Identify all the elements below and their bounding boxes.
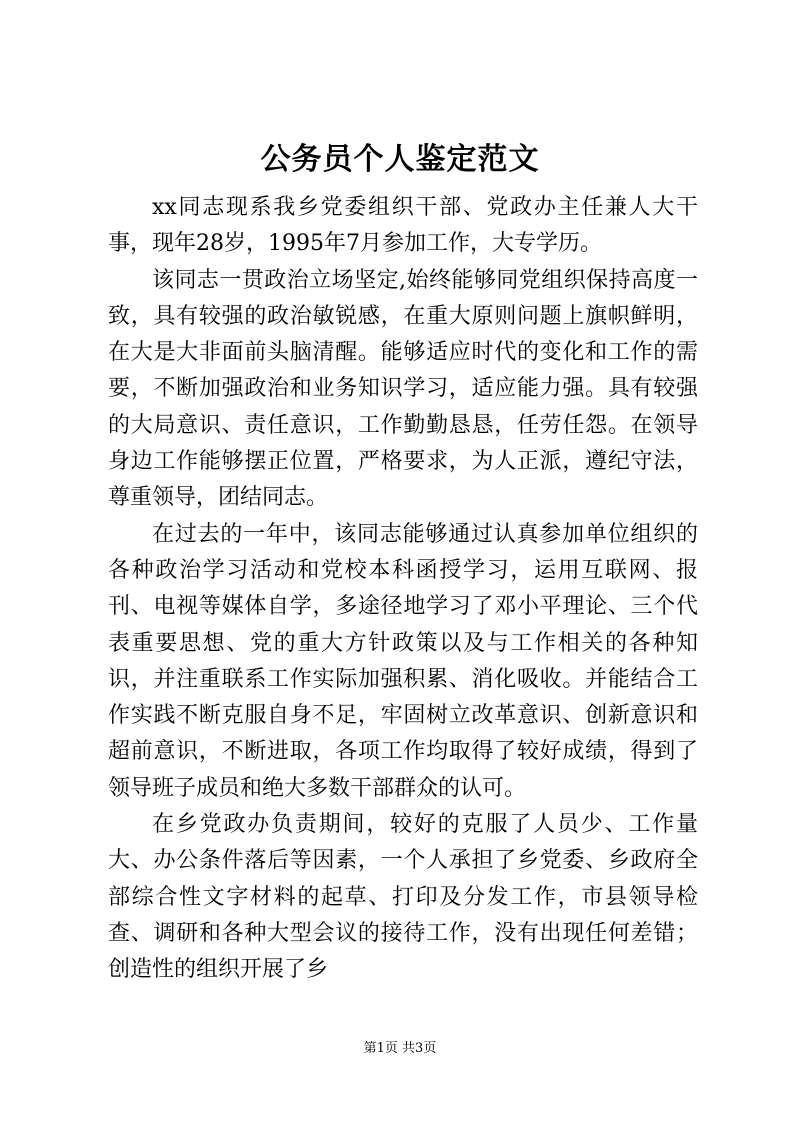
- paragraph-office-duties: 在乡党政办负责期间，较好的克服了人员少、工作量大、办公条件落后等因素，一个人承担了乡党委、乡政府全部综合性文字材料的起草、打印及分发工作，市县领导检查、调研和各种大型会议的接待工作，没有出现任何差错；创造性的组织开展了乡: [108, 812, 698, 983]
- document-title: 公务员个人鉴定范文: [260, 142, 540, 177]
- paragraph-past-year: 在过去的一年中，该同志能够通过认真参加单位组织的各种政治学习活动和党校本科函授学习，运用互联网、报刊、电视等媒体自学，多途径地学习了邓小平理论、三个代表重要思想、党的重大方针政策以及与工作相关的各种知识，并注重联系工作实际加强积累、消化吸收。并能结合工作实践不断克服自身不足，牢固树立改革意识、创新意识和超前意识，不断进取，各项工作均取得了较好成绩，得到了领导班子成员和绝大多数干部群众的认可。: [108, 521, 698, 801]
- document-body: [108, 190, 698, 989]
- paragraph-political-stance: 该同志一贯政治立场坚定,始终能够同党组织保持高度一致，具有较强的政治敏锐感，在重大原则问题上旗帜鲜明，在大是大非面前头脑清醒。能够适应时代的变化和工作的需要，不断加强政治和业务知识学习，适应能力强。具有较强的大局意识、责任意识，工作勤勤恳恳，任劳任怨。在领导身边工作能够摆正位置，严格要求，为人正派，遵纪守法，尊重领导，团结同志。: [108, 267, 698, 511]
- page-footer: 第1页 共3页: [363, 1041, 437, 1056]
- paragraph-intro: xx同志现系我乡党委组织干部、党政办主任兼人大干事，现年28岁，1995年7月参加工作，大专学历。: [108, 195, 698, 257]
